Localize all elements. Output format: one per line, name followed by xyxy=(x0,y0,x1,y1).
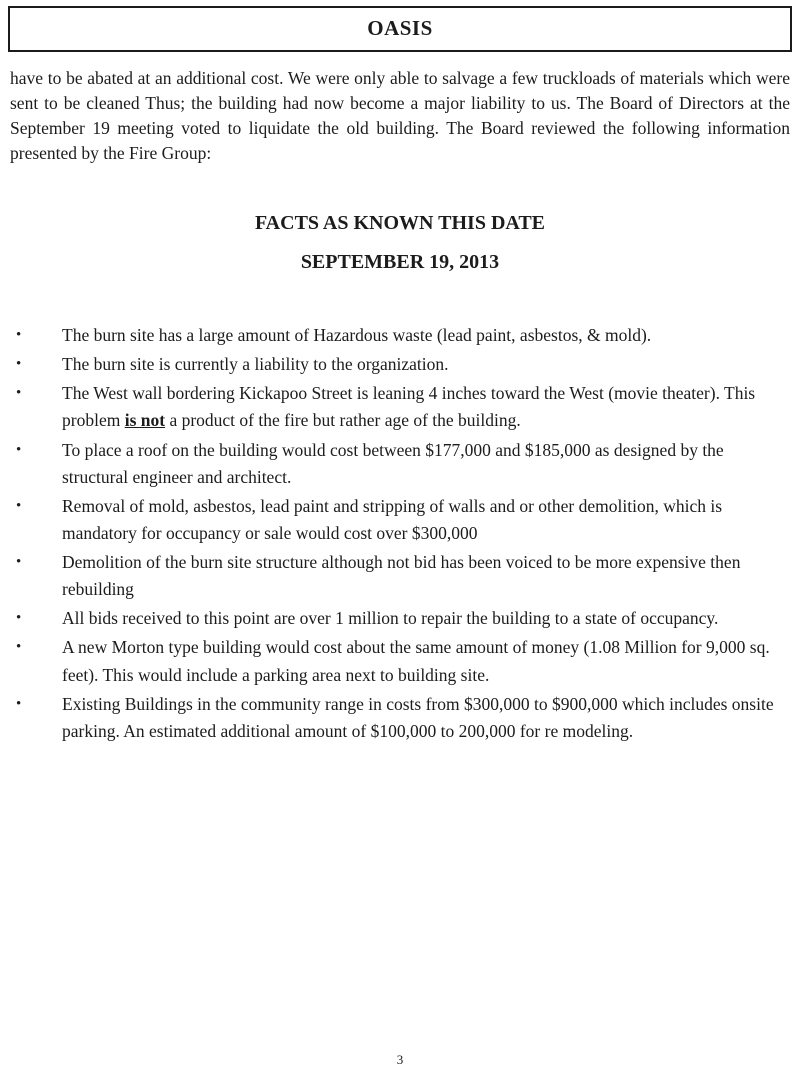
masthead-box xyxy=(8,6,792,52)
bullet-icon: • xyxy=(16,441,22,458)
document-page xyxy=(0,6,800,1082)
bullet-icon: • xyxy=(16,554,22,571)
bullet-icon: • xyxy=(16,695,22,712)
bullet-text: The burn site is currently a liability to the organization. xyxy=(62,354,449,375)
bullet-text: Existing Buildings in the community range in costs from $300,000 to $900,000 which includes onsite parking. An estimated additional amount of $100,000 to 200,000 for re modeling. xyxy=(62,693,774,741)
bullet-text-pre: The West wall bordering Kickapoo Street is leaning 4 inches toward the West (movie theater). This problem xyxy=(62,383,756,431)
list-item xyxy=(10,549,790,603)
date-heading: SEPTEMBER 19, 2013 xyxy=(300,251,500,274)
bullet-text xyxy=(62,380,790,434)
bullet-icon: • xyxy=(16,610,22,627)
bullet-text: Demolition of the burn site structure although not bid has been voiced to be more expensive then rebuilding xyxy=(62,552,741,600)
bullet-text: The burn site has a large amount of Hazardous waste (lead paint, asbestos, & mold). xyxy=(62,325,652,346)
document-body xyxy=(0,66,800,745)
list-item xyxy=(10,351,790,378)
bullet-icon: • xyxy=(16,327,22,344)
bullet-icon: • xyxy=(16,639,22,656)
list-item xyxy=(10,634,790,688)
intro-paragraph: have to be abated at an additional cost. We were only able to salvage a few truckloads of materials which were sent to be cleaned Thus; the building had now become a major liability to us. The Board of Directors at the September 19 meeting voted to liquidate the old building. The Board reviewed the following information presented by the Fire Group: xyxy=(10,68,790,164)
bullet-text: To place a roof on the building would cost between $177,000 and $185,000 as designed by the structural engineer and architect. xyxy=(62,439,724,487)
bullet-icon: • xyxy=(16,497,22,514)
bullet-icon: • xyxy=(16,356,22,373)
bullet-text: All bids received to this point are over 1 million to repair the building to a state of occupancy. xyxy=(62,608,719,629)
list-item xyxy=(10,691,790,745)
list-item xyxy=(10,605,790,632)
list-item xyxy=(10,493,790,547)
section-heading: FACTS AS KNOWN THIS DATE xyxy=(254,212,546,235)
page-number: 3 xyxy=(396,1052,404,1067)
bullet-text-post: a product of the fire but rather age of the building. xyxy=(165,410,521,431)
list-item xyxy=(10,322,790,349)
bullet-text: A new Morton type building would cost about the same amount of money (1.08 Million for 9,000 sq. feet). This would include a parking area next to building site. xyxy=(62,637,770,685)
page-title: OASIS xyxy=(367,16,433,40)
list-item xyxy=(10,380,790,434)
list-item xyxy=(10,437,790,491)
bullet-text-emphasis: is not xyxy=(124,410,166,431)
bullet-icon: • xyxy=(16,385,22,402)
bullet-text: Removal of mold, asbestos, lead paint and stripping of walls and or other demolition, which is mandatory for occupancy or sale would cost over $300,000 xyxy=(62,495,723,543)
facts-bullet-list xyxy=(10,322,790,745)
